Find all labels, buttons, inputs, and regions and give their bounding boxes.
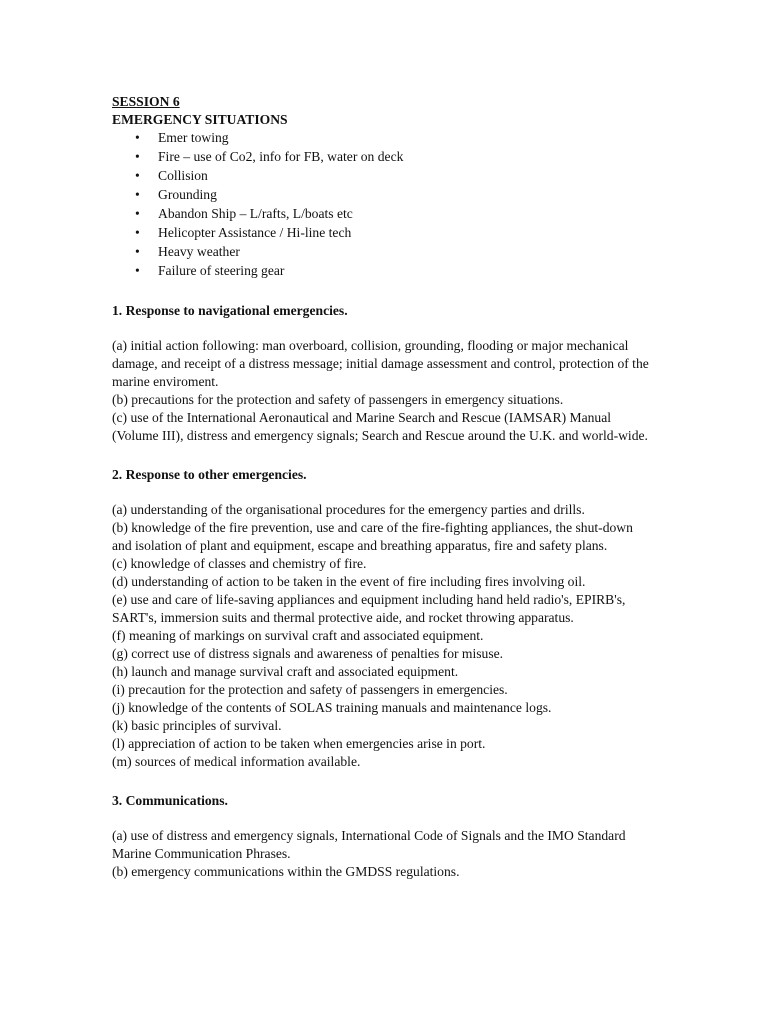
bullet-icon: • — [135, 244, 140, 259]
bullet-item: • Helicopter Assistance / Hi-line tech — [135, 225, 352, 240]
section-item: (e) use and care of life-saving appliances and equipment including hand held radio's, EPIRB's, SART's, immersion suits and thermal protective aide, and rocket throwing apparatus. — [112, 592, 626, 625]
section-item: (h) launch and manage survival craft and associated equipment. — [112, 664, 459, 679]
section-item: (b) knowledge of the fire prevention, use and care of the fire-fighting appliances, the shut-down and isolation of plant and equipment, escape and breathing apparatus, fire and safety plans. — [112, 520, 633, 553]
bullet-icon: • — [135, 149, 140, 164]
section-item: (m) sources of medical information available. — [112, 754, 361, 769]
section-item: (a) initial action following: man overboard, collision, grounding, flooding or major mechanical damage, and receipt of a distress message; initial damage assessment and control, protection of the marine enviroment. — [112, 338, 649, 389]
bullet-item: • Fire – use of Co2, info for FB, water on deck — [135, 149, 404, 164]
bullet-item: • Emer towing — [135, 130, 229, 145]
section-item: (f) meaning of markings on survival craft and associated equipment. — [112, 628, 484, 643]
bullet-icon: • — [135, 130, 140, 145]
section-item: (k) basic principles of survival. — [112, 718, 282, 733]
bullet-item: • Heavy weather — [135, 244, 240, 259]
bullet-icon: • — [135, 187, 140, 202]
section-item: (g) correct use of distress signals and awareness of penalties for misuse. — [112, 646, 504, 661]
bullet-item: • Failure of steering gear — [135, 263, 285, 278]
topic-bullet-list — [112, 129, 652, 281]
section-heading: 2. Response to other emergencies. — [112, 467, 307, 482]
bullet-icon: • — [135, 168, 140, 183]
document-title: EMERGENCY SITUATIONS — [112, 112, 288, 127]
bullet-icon: • — [135, 225, 140, 240]
bullet-item: • Grounding — [135, 187, 217, 202]
section-item: (l) appreciation of action to be taken when emergencies arise in port. — [112, 736, 486, 751]
bullet-icon: • — [135, 206, 140, 221]
section-item: (j) knowledge of the contents of SOLAS training manuals and maintenance logs. — [112, 700, 552, 715]
section-item: (d) understanding of action to be taken in the event of fire including fires involving oil. — [112, 574, 586, 589]
section-heading: 3. Communications. — [112, 793, 228, 808]
session-label: SESSION 6 — [112, 94, 180, 109]
section-heading: 1. Response to navigational emergencies. — [112, 303, 348, 318]
section-item: (i) precaution for the protection and safety of passengers in emergencies. — [112, 682, 508, 697]
section-item: (c) use of the International Aeronautical and Marine Search and Rescue (IAMSAR) Manual (Volume III), distress and emergency signals; Search and Rescue around the U.K. and world-wide. — [112, 410, 648, 443]
section-item: (a) use of distress and emergency signals, International Code of Signals and the IMO Standard Marine Communication Phrases. — [112, 828, 626, 861]
section-item: (b) emergency communications within the GMDSS regulations. — [112, 864, 460, 879]
section-item: (a) understanding of the organisational procedures for the emergency parties and drills. — [112, 502, 585, 517]
bullet-item: • Abandon Ship – L/rafts, L/boats etc — [135, 206, 353, 221]
bullet-icon: • — [135, 263, 140, 278]
bullet-item: • Collision — [135, 168, 208, 183]
section-item: (c) knowledge of classes and chemistry of fire. — [112, 556, 367, 571]
section-item: (b) precautions for the protection and safety of passengers in emergency situations. — [112, 392, 564, 407]
document-content — [112, 93, 652, 881]
